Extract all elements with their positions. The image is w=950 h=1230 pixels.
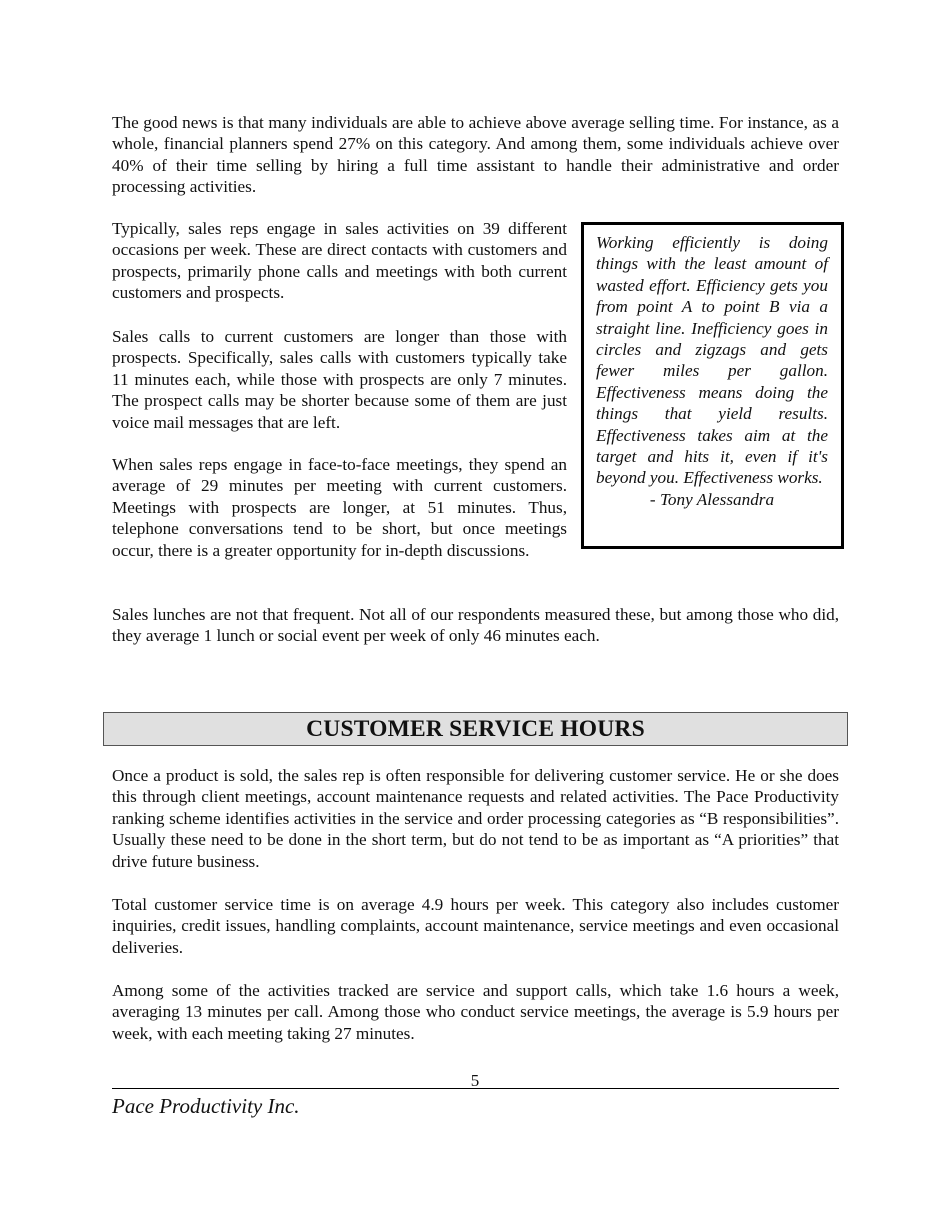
footer-company-name: Pace Productivity Inc. bbox=[112, 1094, 300, 1118]
customer-service-paragraph-1: Once a product is sold, the sales rep is often responsible for delivering customer service. He or she does this through client meetings, account maintenance requests and related activities. The Pace Productivity ranking scheme identifies activities in the service and order processing categories as “B responsibilities”. Usually these need to be done in the short term, but do not tend to be as important as “A priorities” that drive future business. bbox=[112, 766, 839, 871]
quote-author: - Tony Alessandra bbox=[649, 489, 775, 509]
page-number: 5 bbox=[470, 1071, 480, 1090]
sales-activities-paragraph: Typically, sales reps engage in sales activities on 39 different occasions per week. These are direct contacts with customers and prospects, primarily phone calls and meetings with both current customers and prospects. bbox=[112, 219, 567, 303]
intro-paragraph: The good news is that many individuals are able to achieve above average selling time. For instance, as a whole, financial planners spend 27% on this category. And among them, some individuals achieve over 40% of their time selling by hiring a full time assistant to handle their administrative and order processing activities. bbox=[112, 113, 839, 197]
quote-text: Working efficiently is doing things with the least amount of wasted effort. Efficiency gets you from point A to point B via a straight line. Inefficiency goes in circles and zigzags and gets fewer miles per gallon. Effectiveness means doing the things that yield results. Effectiveness takes aim at the target and hits it, even if it's beyond you. Effectiveness works. bbox=[596, 233, 828, 488]
quote-box bbox=[581, 222, 844, 549]
meetings-paragraph: When sales reps engage in face-to-face meetings, they spend an average of 29 minutes per meeting with current customers. Meetings with prospects are longer, at 51 minutes. Thus, telephone conversations tend to be short, but once meetings occur, there is a greater opportunity for in-depth discussions. bbox=[112, 455, 567, 560]
customer-service-paragraph-3: Among some of the activities tracked are service and support calls, which take 1.6 hours a week, averaging 13 minutes per call. Among those who conduct service meetings, the average is 5.9 hours per week, with each meeting taking 27 minutes. bbox=[112, 981, 839, 1043]
customer-service-paragraph-2: Total customer service time is on average 4.9 hours per week. This category also includes customer inquiries, credit issues, handling complaints, account maintenance, service meetings and even occasional deliveries. bbox=[112, 895, 839, 957]
lunches-paragraph: Sales lunches are not that frequent. Not all of our respondents measured these, but among those who did, they average 1 lunch or social event per week of only 46 minutes each. bbox=[112, 605, 839, 646]
sales-calls-paragraph: Sales calls to current customers are longer than those with prospects. Specifically, sales calls with customers typically take 11 minutes each, while those with prospects are only 7 minutes. The prospect calls may be shorter because some of them are just voice mail messages that are left. bbox=[112, 327, 567, 432]
section-title: CUSTOMER SERVICE HOURS bbox=[306, 716, 645, 742]
section-header bbox=[103, 712, 848, 746]
